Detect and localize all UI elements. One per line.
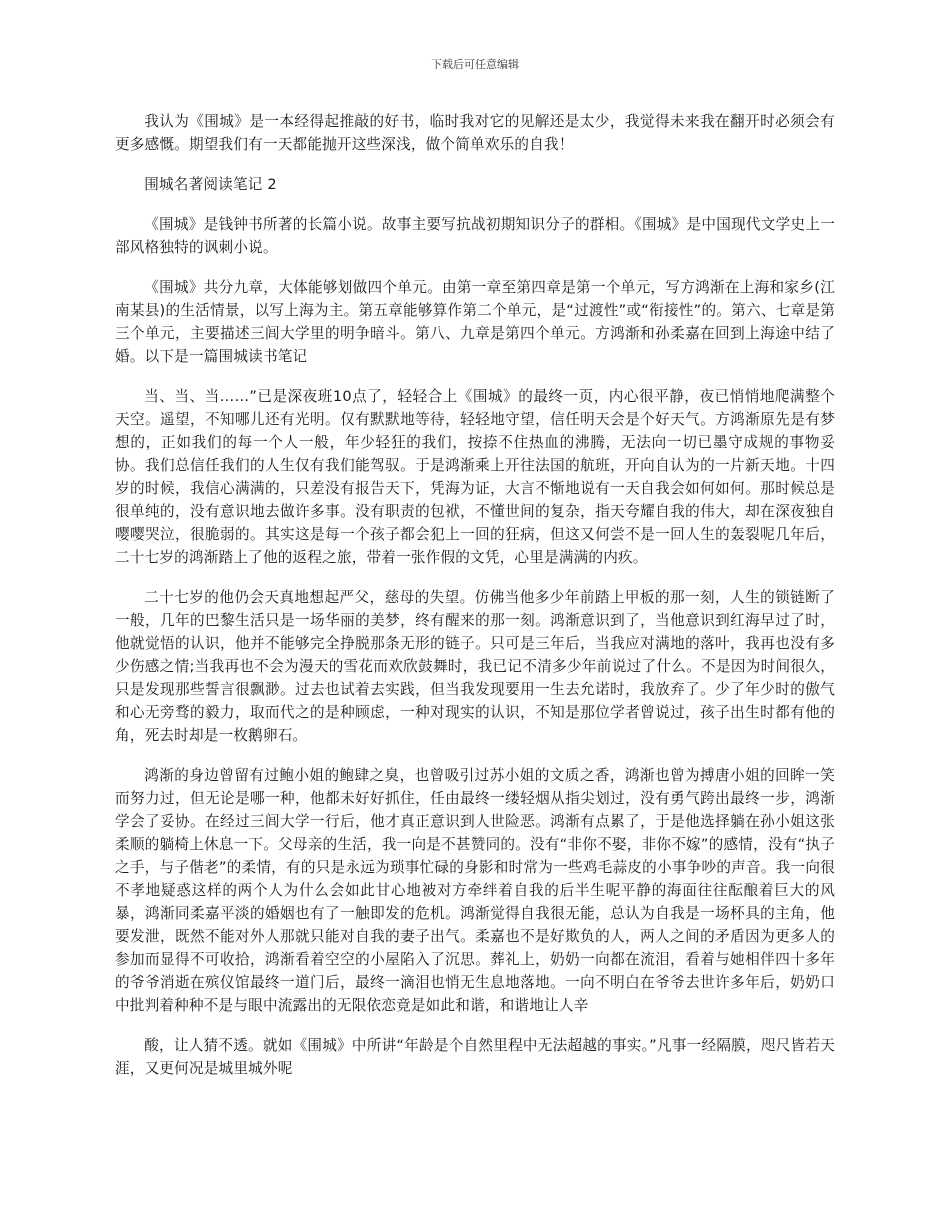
document-body <box>115 110 835 1097</box>
paragraph-midnight: 当、当、当……”已是深夜班10点了，轻轻合上《围城》的最终一页，内心很平静，夜已悄悄地爬满整个天空。遥望，不知哪儿还有光明。仅有默默地等待，轻轻地守望，信任明天会是个好天气。方鸿渐原先是有梦想的，正如我们的每一个人一般，年少轻狂的我们，按捺不住热血的沸腾，无法向一切已墨守成规的事物妥协。我们总信任我们的人生仅有我们能驾驭。于是鸿渐乘上开往法国的航班，开向自认为的一片新天地。十四岁的时候，我信心满满的，只差没有报告天下，凭海为证，大言不惭地说有一天自我会如何如何。那时候总是很单纯的，没有意识地去做许多事。没有职责的包袱，不懂世间的复杂，指天夸耀自我的伟大，却在深夜独自嘤嘤哭泣，很脆弱的。其实这是每一个孩子都会犯上一回的狂病，但这又何尝不是一回人生的轰裂呢几年后，二十七岁的鸿渐踏上了他的返程之旅，带着一张作假的文凭，心里是满满的内疚。 <box>115 388 835 566</box>
section-heading: 围城名著阅读笔记 2 <box>144 176 277 193</box>
page-header: 下载后可任意编辑 <box>431 58 519 71</box>
paragraph-hongjian: 鸿渐的身边曾留有过鲍小姐的鲍肆之臭，也曾吸引过苏小姐的文质之香，鸿渐也曾为搏唐小姐的回眸一笑而努力过，但无论是哪一种，他都未好好抓住，任由最终一缕轻烟从指尖划过，没有勇气跨出最终一步，鸿渐学会了妥协。在经过三闾大学一行后，他才真正意识到人世险恶。鸿渐有点累了，于是他选择躺在孙小姐这张柔顺的躺椅上休息一下。父母亲的生活，我一向是不甚赞同的。没有“非你不娶，非你不嫁”的感情，没有“执子之手，与子偕老”的柔情，有的只是永远为琐事忙碌的身影和时常为一些鸡毛蒜皮的小事争吵的声音。我一向很不孝地疑惑这样的两个人为什么会如此甘心地被对方牵绊着自我的后半生呢平静的海面往往酝酿着巨大的风暴，鸿渐同柔嘉平淡的婚姻也有了一触即发的危机。鸿渐觉得自我很无能，总认为自我是一场杯具的主角，他要发泄，既然不能对外人那就只能对自我的妻子出气。柔嘉也不是好欺负的人，两人之间的矛盾因为更多人的参加而显得不可收拾，鸿渐看着空空的小屋陷入了沉思。葬礼上，奶奶一向都在流泪，看着与她相伴四十多年的爷爷消逝在殡仪馆最终一道门后，最终一滴泪也悄无生息地落地。一向不明白在爷爷去世许多年后，奶奶口中批判着种种不是与眼中流露出的无限依恋竟是如此和谐，和谐地让人辛 <box>115 767 835 1014</box>
paragraph-ending: 酸，让人猜不透。就如《围城》中所讲“年龄是个自然里程中无法超越的事实。”凡事一经隔膜，咫尺皆若天涯，又更何况是城里城外呢 <box>115 1037 835 1077</box>
paragraph-structure: 《围城》共分九章，大体能够划做四个单元。由第一章至第四章是第一个单元，写方鸿渐在上海和家乡(江南某县)的生活情景，以写上海为主。第五章能够算作第二个单元，是“过渡性”或“衔接性”的。第六、七章是第三个单元，主要描述三闾大学里的明争暗斗。第八、九章是第四个单元。方鸿渐和孙柔嘉在回到上海途中结了婚。以下是一篇围城读书笔记 <box>115 279 835 365</box>
paragraph-intro-conclusion: 我认为《围城》是一本经得起推敲的好书，临时我对它的见解还是太少，我觉得未来我在翻开时必须会有更多感慨。期望我们有一天都能抛开这些深浅，做个简单欢乐的自我！ <box>115 113 835 153</box>
paragraph-book-intro: 《围城》是钱钟书所著的长篇小说。故事主要写抗战初期知识分子的群相。《围城》是中国现代文学史上一部风格独特的讽刺小说。 <box>115 216 835 256</box>
paragraph-twenty-seven: 二十七岁的他仍会天真地想起严父，慈母的失望。仿佛当他多少年前踏上甲板的那一刻，人生的锁链断了一般，几年的巴黎生活只是一场华丽的美梦，终有醒来的那一刻。鸿渐意识到了，当他意识到红海早过了时，他就觉悟的认识，他并不能够完全挣脱那条无形的链子。只可是三年后，当我应对满地的落叶，我再也没有多少伤感之情;当我再也不会为漫天的雪花而欢欣鼓舞时，我已记不清多少年前说过了什么。不是因为时间很久，只是发现那些誓言很飘渺。过去也试着去实践，但当我发现要用一生去允诺时，我放弃了。少了年少时的傲气和心无旁骛的毅力，取而代之的是种顾虑，一种对现实的认识，不知是那位学者曾说过，孩子出生时都有他的角，死去时却是一枚鹅卵石。 <box>115 589 835 744</box>
